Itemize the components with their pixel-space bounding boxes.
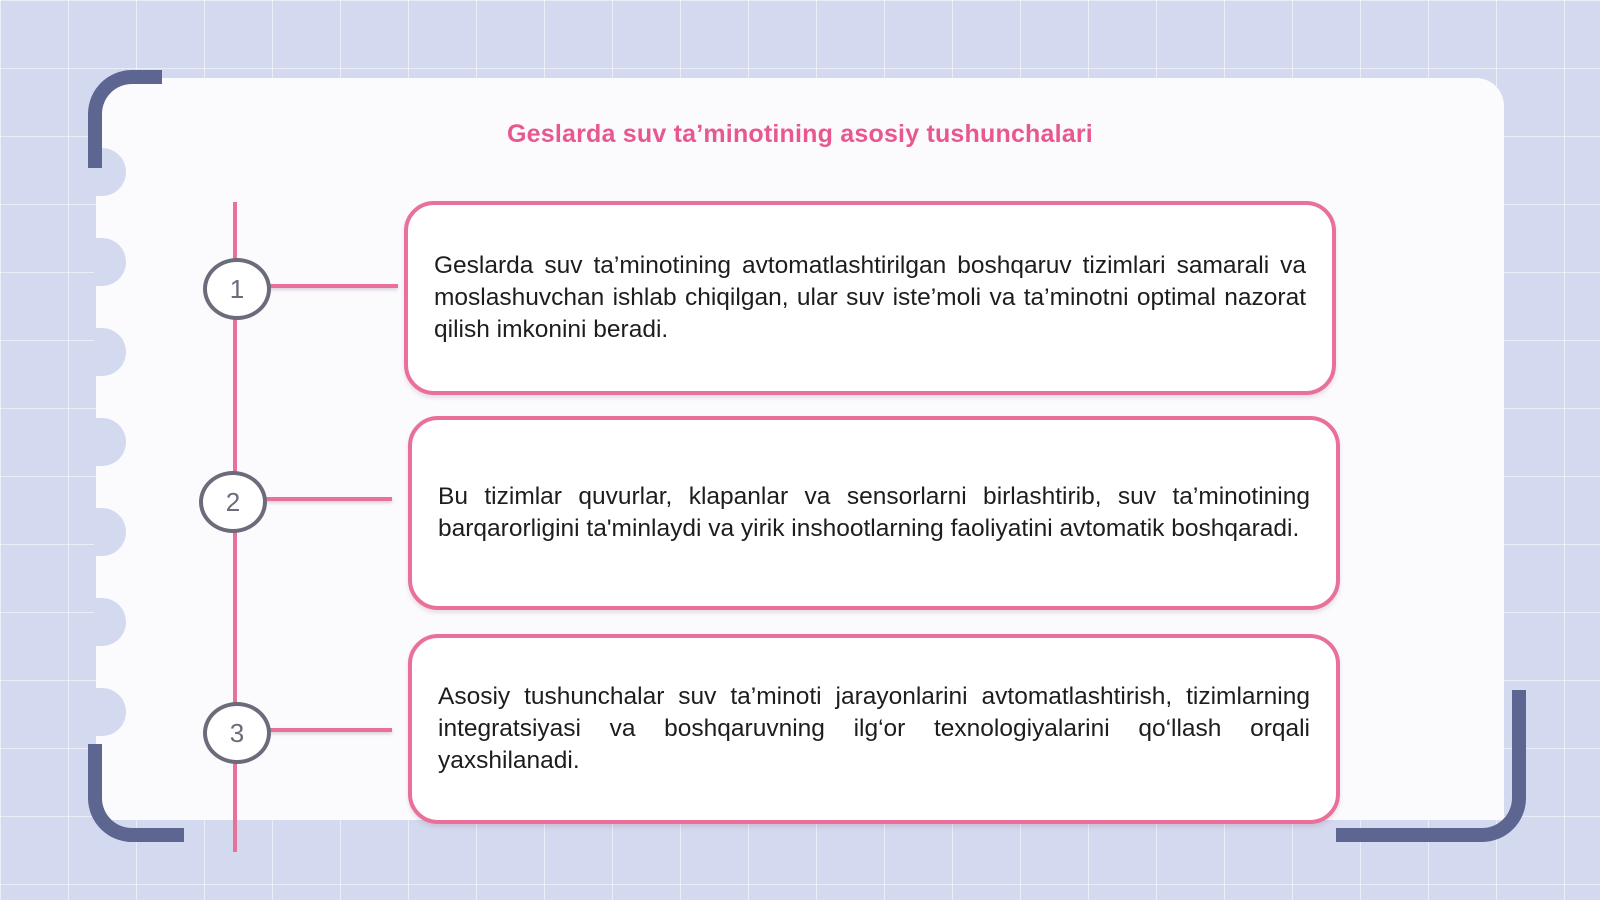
frame-corner-bottom-left [88,744,184,842]
step-1-text: Geslarda suv ta’minotining avtomatlashtirilgan boshqaruv tizimlari samarali va moslashuvchan ishlab chiqilgan, ular suv iste’moli va ta’minotni optimal nazorat qilish imkonini beradi. [434,252,1306,343]
step-1-box [404,201,1336,395]
step-1-connector [262,284,398,288]
step-3-connector [262,728,392,732]
step-2-box [408,416,1340,610]
step-3-box [408,634,1340,824]
step-3-text: Asosiy tushunchalar suv ta’minoti jarayonlarini avtomatlashtirish, tizimlarning integratsiyasi va boshqaruvning ilg‘or texnologiyalarini qo‘llash orqali yaxshilanadi. [438,683,1310,774]
step-3-number: 3 [203,702,271,764]
step-2-text: Bu tizimlar quvurlar, klapanlar va sensorlarni birlashtirib, suv ta’minotining barqarorligini ta'minlaydi va yirik inshootlarning faoliyatini avtomatik boshqaradi. [438,483,1310,542]
step-2-number: 2 [199,471,267,533]
step-1-number: 1 [203,258,271,320]
slide-title: Geslarda suv taʼminotining asosiy tushunchalari [507,120,1093,148]
frame-corner-bottom-right [1336,690,1526,842]
step-2-connector [258,497,392,501]
frame-corner-top-left [88,70,162,168]
